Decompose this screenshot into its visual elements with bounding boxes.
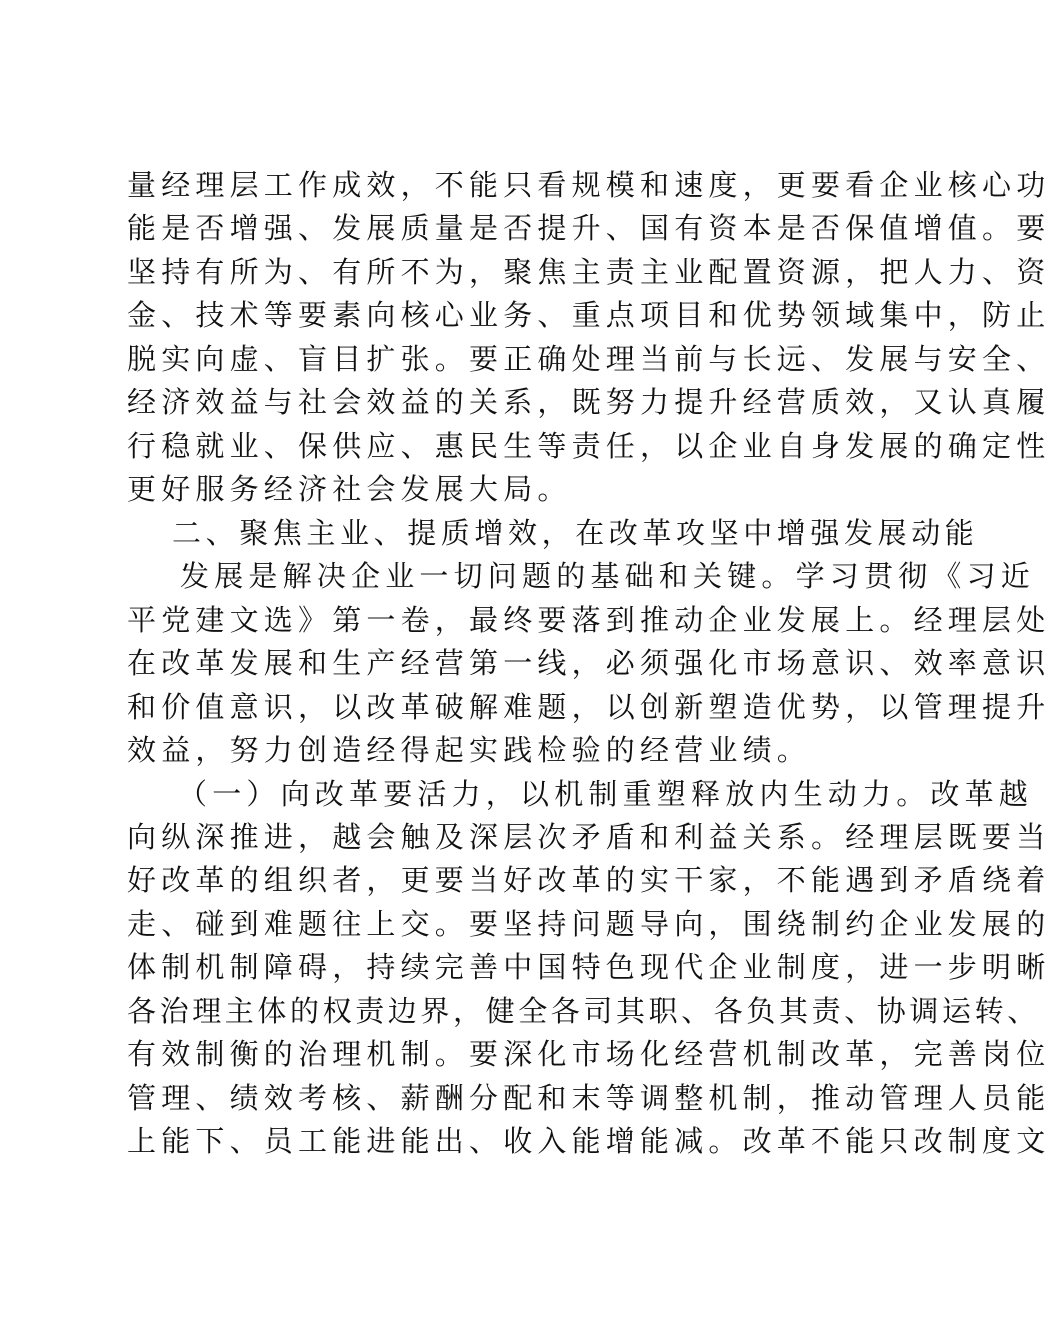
body-text-line: 发展是解决企业一切问题的基础和关键。学习贯彻《习近: [180, 559, 1036, 593]
body-text-line: 量经理层工作成效，不能只看规模和速度，更要看企业核心功: [127, 168, 1050, 202]
body-text-line: 有效制衡的治理机制。要深化市场化经营机制改革，完善岗位: [127, 1037, 1050, 1071]
body-text-line: 效益，努力创造经得起实践检验的经营业绩。: [127, 733, 812, 767]
body-text-line: 脱实向虚、盲目扩张。要正确处理当前与长远、发展与安全、: [127, 342, 1050, 376]
body-text-line: 金、技术等要素向核心业务、重点项目和优势领域集中，防止: [127, 298, 1050, 332]
body-text-line: 能是否增强、发展质量是否提升、国有资本是否保值增值。要: [127, 211, 1050, 245]
body-text-line: 行稳就业、保供应、惠民生等责任，以企业自身发展的确定性: [127, 429, 1050, 463]
body-text-line: 各治理主体的权责边界，健全各司其职、各负其责、协调运转、: [127, 994, 1040, 1028]
body-text-line: 体制机制障碍，持续完善中国特色现代企业制度，进一步明晰: [127, 950, 1050, 984]
body-text-line: 和价值意识，以改革破解难题，以创新塑造优势，以管理提升: [127, 690, 1050, 724]
body-text-line: 好改革的组织者，更要当好改革的实干家，不能遇到矛盾绕着: [127, 863, 1050, 897]
body-text-line: 向纵深推进，越会触及深层次矛盾和利益关系。经理层既要当: [127, 820, 1050, 854]
body-text-line: 坚持有所为、有所不为，聚焦主责主业配置资源，把人力、资: [127, 255, 1050, 289]
section-heading: 二、聚焦主业、提质增效，在改革攻坚中增强发展动能: [172, 516, 979, 550]
body-text-line: 更好服务经济社会发展大局。: [127, 472, 572, 506]
body-text-line: 在改革发展和生产经营第一线，必须强化市场意识、效率意识: [127, 646, 1050, 680]
body-text-line: 平党建文选》第一卷，最终要落到推动企业发展上。经理层处: [127, 603, 1050, 637]
body-text-line: 走、碰到难题往上交。要坚持问题导向，围绕制约企业发展的: [127, 907, 1050, 941]
subsection-lead-line: （一）向改革要活力，以机制重塑释放内生动力。改革越: [178, 777, 1034, 811]
body-text-line: 上能下、员工能进能出、收入能增能减。改革不能只改制度文: [127, 1124, 1050, 1158]
body-text-line: 经济效益与社会效益的关系，既努力提升经营质效，又认真履: [127, 385, 1050, 419]
body-text-line: 管理、绩效考核、薪酬分配和末等调整机制，推动管理人员能: [127, 1081, 1050, 1115]
